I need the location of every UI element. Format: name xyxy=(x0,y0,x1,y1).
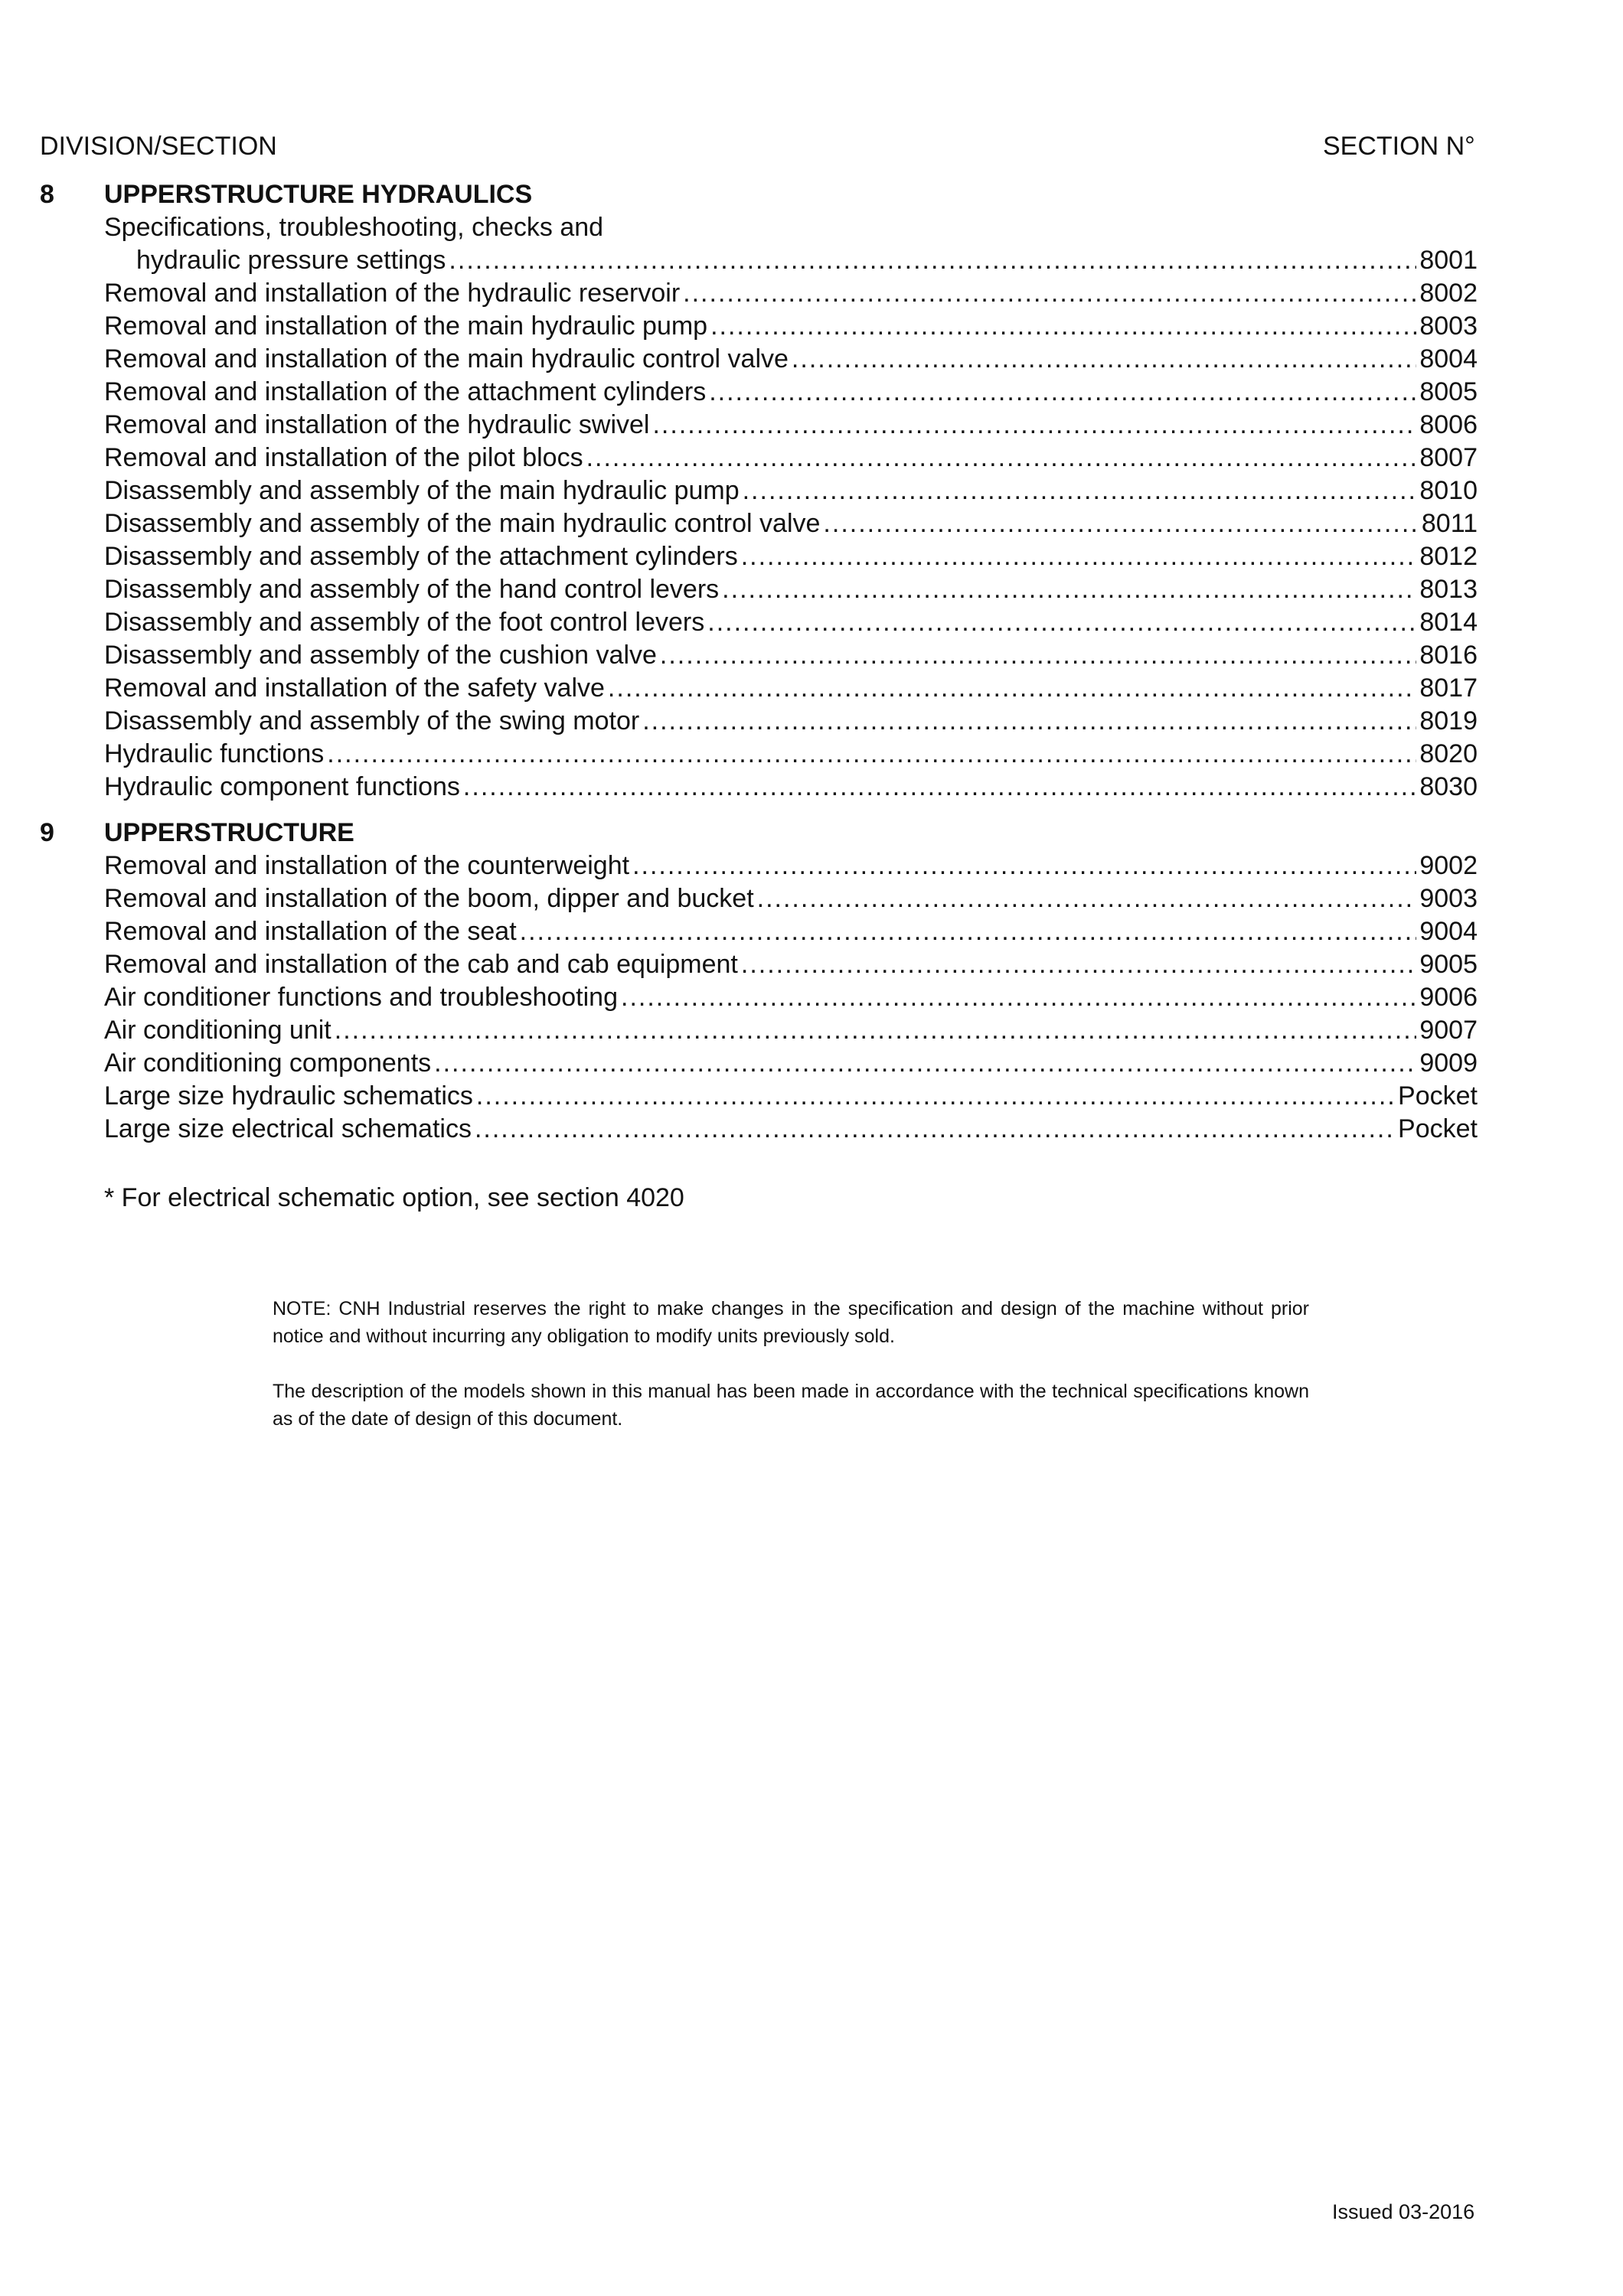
toc-entry-8020[interactable] xyxy=(104,738,1478,771)
toc-entry-9006[interactable] xyxy=(104,981,1478,1014)
toc-entry-page: 8002 xyxy=(1419,279,1478,308)
dot-leader xyxy=(476,1080,1395,1113)
issued-date: Issued 03-2016 xyxy=(1332,2200,1475,2223)
toc-entry-8030[interactable] xyxy=(104,771,1478,804)
toc-entry-title: Disassembly and assembly of the cushion valve xyxy=(104,641,657,670)
dot-leader xyxy=(608,672,1416,705)
toc-entry-hydraulic-schematics[interactable] xyxy=(104,1080,1478,1113)
dot-leader xyxy=(741,540,1417,573)
toc-entry-page: 9003 xyxy=(1419,884,1478,913)
division-title: UPPERSTRUCTURE xyxy=(104,818,354,847)
toc-entry-page: 8014 xyxy=(1419,608,1478,637)
toc-entry-9005[interactable] xyxy=(104,948,1478,981)
toc-entry-8003[interactable] xyxy=(104,310,1478,343)
dot-leader xyxy=(327,738,1416,771)
toc-entry-title: Removal and installation of the attachment cylinders xyxy=(104,377,707,406)
dot-leader xyxy=(709,376,1416,409)
toc-entry-8005[interactable] xyxy=(104,376,1478,409)
toc-entry-title: Air conditioning unit xyxy=(104,1016,331,1045)
toc-entry-title: Hydraulic functions xyxy=(104,739,325,768)
toc-entry-8010[interactable] xyxy=(104,475,1478,507)
toc-entry-8011[interactable] xyxy=(104,507,1478,540)
toc-entry-title: Removal and installation of the main hydraulic control valve xyxy=(104,344,789,373)
dot-leader xyxy=(710,310,1416,343)
toc-entry-page: 8030 xyxy=(1419,772,1478,801)
toc-entry-8007[interactable] xyxy=(104,442,1478,475)
toc-entry-9004[interactable] xyxy=(104,915,1478,948)
toc-entry-page: 8010 xyxy=(1419,476,1478,505)
toc-entry-title: Removal and installation of the pilot blocs xyxy=(104,443,583,472)
toc-entry-title: Removal and installation of the hydraulic reservoir xyxy=(104,279,681,308)
division-body xyxy=(104,178,1478,804)
toc-entry-page: 8019 xyxy=(1419,706,1478,735)
dot-leader xyxy=(683,277,1416,310)
toc-entry-title: Disassembly and assembly of the main hydraulic pump xyxy=(104,476,740,505)
toc-entry-title: Disassembly and assembly of the hand control levers xyxy=(104,575,720,604)
dot-leader xyxy=(632,850,1416,882)
toc-entry-page: 8001 xyxy=(1419,246,1478,275)
note-paragraph-1: NOTE: CNH Industrial reserves the right to make changes in the specification and design of the machine without prior notice and without incurring any obligation to modify units previously sold. xyxy=(273,1298,1309,1347)
dot-leader xyxy=(741,948,1416,981)
toc-entry-title: Air conditioning components xyxy=(104,1049,432,1078)
toc-entry-8014[interactable] xyxy=(104,606,1478,639)
dot-leader xyxy=(335,1014,1417,1047)
toc-entry-title: Removal and installation of the main hydraulic pump xyxy=(104,311,708,341)
toc-entry-title: Removal and installation of the cab and cab equipment xyxy=(104,950,738,979)
division-body xyxy=(104,816,1478,1146)
dot-leader xyxy=(792,343,1416,376)
dot-leader xyxy=(757,882,1417,915)
division-number: 8 xyxy=(40,180,54,209)
toc-entry-page: 8016 xyxy=(1419,641,1478,670)
toc-entry-page: 8006 xyxy=(1419,410,1478,439)
dot-leader xyxy=(652,409,1416,442)
toc-entry-page: 9002 xyxy=(1419,851,1478,880)
toc-entry-title: Large size hydraulic schematics xyxy=(104,1081,473,1110)
dot-leader xyxy=(621,981,1416,1014)
toc-entry-page: 9005 xyxy=(1419,950,1478,979)
toc-entry-title: Disassembly and assembly of the foot control levers xyxy=(104,608,705,637)
dot-leader xyxy=(707,606,1416,639)
toc-entry-page: 9009 xyxy=(1419,1049,1478,1078)
toc-entry-title: Disassembly and assembly of the attachment cylinders xyxy=(104,542,738,571)
toc-entry-page: 8004 xyxy=(1419,344,1478,373)
toc-entry-title: Removal and installation of the seat xyxy=(104,917,517,946)
toc-entry-page: 8003 xyxy=(1419,311,1478,341)
toc-entry-9002[interactable] xyxy=(104,850,1478,882)
dot-leader xyxy=(743,475,1417,507)
toc-entry-page: Pocket xyxy=(1398,1114,1478,1143)
toc-entry-8006[interactable] xyxy=(104,409,1478,442)
toc-entry-9007[interactable] xyxy=(104,1014,1478,1047)
dot-leader xyxy=(642,705,1416,738)
toc-entry-electrical-schematics[interactable] xyxy=(104,1113,1478,1146)
toc-entry-8016[interactable] xyxy=(104,639,1478,672)
dot-leader xyxy=(823,507,1418,540)
toc-entry-8013[interactable] xyxy=(104,573,1478,606)
toc-entry-title: Air conditioner functions and troubleshooting xyxy=(104,983,618,1012)
toc-entry-page: 9004 xyxy=(1419,917,1478,946)
toc-entry-page: 9006 xyxy=(1419,983,1478,1012)
toc-entry-title: Removal and installation of the counterweight xyxy=(104,851,630,880)
toc-entry-page: 8005 xyxy=(1419,377,1478,406)
toc-entry-9003[interactable] xyxy=(104,882,1478,915)
division-number: 9 xyxy=(40,818,54,847)
dot-leader xyxy=(660,639,1416,672)
dot-leader xyxy=(449,244,1416,277)
toc-entry-8004[interactable] xyxy=(104,343,1478,376)
toc-entry-8019[interactable] xyxy=(104,705,1478,738)
toc-entry-9009[interactable] xyxy=(104,1047,1478,1080)
toc-entry-title: Disassembly and assembly of the main hydraulic control valve xyxy=(104,509,821,538)
footnote: * For electrical schematic option, see section 4020 xyxy=(104,1183,684,1212)
toc-entry-title: Disassembly and assembly of the swing motor xyxy=(104,706,640,735)
toc-entry-title: Hydraulic component functions xyxy=(104,772,460,801)
header-section-number: SECTION N° xyxy=(1323,132,1475,161)
toc-entry-title: Removal and installation of the boom, dipper and bucket xyxy=(104,884,754,913)
dot-leader xyxy=(586,442,1417,475)
dot-leader xyxy=(722,573,1416,606)
toc-entry-8017[interactable] xyxy=(104,672,1478,705)
toc-entry-8002[interactable] xyxy=(104,277,1478,310)
toc-entry-page: 8017 xyxy=(1419,673,1478,703)
header-division-section: DIVISION/SECTION xyxy=(40,132,277,161)
toc-entry-title: Removal and installation of the safety valve xyxy=(104,673,605,703)
toc-entry-title: hydraulic pressure settings xyxy=(136,246,446,275)
toc-entry-page: 8007 xyxy=(1419,443,1478,472)
dot-leader xyxy=(475,1113,1395,1146)
toc-entry-8012[interactable] xyxy=(104,540,1478,573)
toc-entry-page: 8020 xyxy=(1419,739,1478,768)
toc-entry-title: Removal and installation of the hydraulic swivel xyxy=(104,410,650,439)
toc-entry-page: 9007 xyxy=(1419,1016,1478,1045)
toc-entry-page: Pocket xyxy=(1398,1081,1478,1110)
toc-entry-page: 8011 xyxy=(1421,509,1478,538)
toc-entry-8001-line1: Specifications, troubleshooting, checks and xyxy=(104,213,604,242)
note-paragraph-2: The description of the models shown in this manual has been made in accordance with the technical specifications known as of the date of design of this document. xyxy=(273,1381,1309,1430)
dot-leader xyxy=(434,1047,1416,1080)
division-title: UPPERSTRUCTURE HYDRAULICS xyxy=(104,180,533,209)
dot-leader xyxy=(463,771,1416,804)
toc-entry-page: 8012 xyxy=(1419,542,1478,571)
toc-entry-page: 8013 xyxy=(1419,575,1478,604)
toc-entry-8001[interactable] xyxy=(104,244,1478,277)
toc-entry-title: Large size electrical schematics xyxy=(104,1114,472,1143)
dot-leader xyxy=(520,915,1417,948)
